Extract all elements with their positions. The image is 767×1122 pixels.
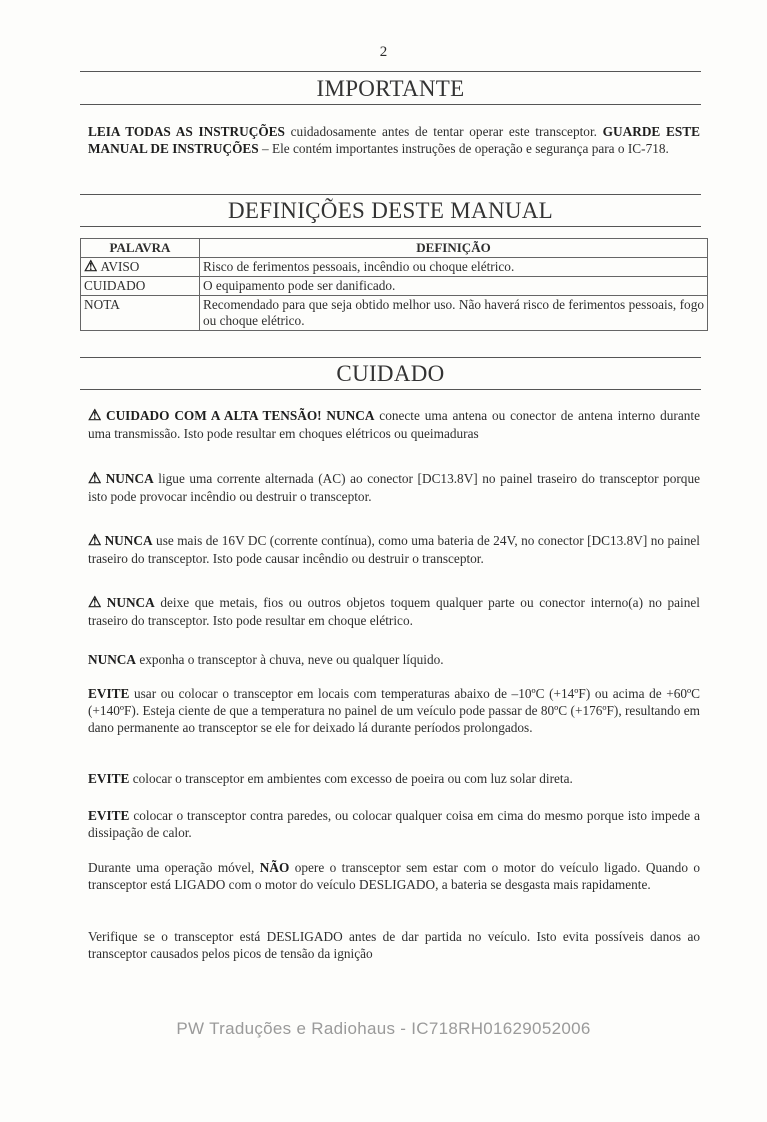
footer-credit: PW Traduções e Radiohaus - IC718RH01629052006 bbox=[176, 1019, 591, 1038]
table-cell-definition: O equipamento pode ser danificado. bbox=[200, 277, 708, 296]
paragraph-text: cuidadosamente antes de tentar operar este transceptor. bbox=[284, 124, 603, 139]
word-label: AVISO bbox=[100, 259, 140, 274]
paragraph-text: opere o transceptor sem estar com o motor do veículo ligado. Quando o transceptor está LIGADO com o motor do veículo DESLIGADO, a bateria se desgasta mais rapidamente. bbox=[88, 860, 700, 892]
bold-lead: NUNCA bbox=[106, 595, 155, 610]
bold-lead: EVITE bbox=[88, 771, 130, 786]
importante-paragraph bbox=[88, 123, 700, 157]
paragraph-text: use mais de 16V DC (corrente contínua), como uma bateria de 24V, no conector [DC13.8V] no painel traseiro do transceptor. Isto pode causar incêndio ou destruir o transceptor. bbox=[88, 533, 700, 566]
bold-lead: GUARDE ESTE MANUAL DE INSTRUÇÕES bbox=[88, 124, 700, 156]
table-cell-definition: Recomendado para que seja obtido melhor uso. Não haverá risco de ferimentos pessoais, fogo ou choque elétrico. bbox=[200, 296, 708, 331]
table-cell-word bbox=[81, 258, 200, 277]
paragraph-text: conecte uma antena ou conector de antena interno durante uma transmissão. Isto pode resultar em choques elétricos ou queimaduras bbox=[88, 408, 700, 441]
warning-triangle-icon: ⚠ bbox=[88, 595, 104, 611]
warning-triangle-icon: ⚠ bbox=[88, 408, 103, 424]
bold-lead: NUNCA bbox=[104, 533, 153, 548]
paragraph-text: – Ele contém importantes instruções de operação e segurança para o IC-718. bbox=[258, 141, 669, 156]
caution-item bbox=[88, 651, 700, 668]
caution-item bbox=[88, 470, 700, 505]
warning-triangle-icon: ⚠ bbox=[88, 533, 102, 549]
page-number: 2 bbox=[379, 44, 388, 60]
rule bbox=[80, 104, 701, 105]
bold-lead: CUIDADO COM A ALTA TENSÃO! NUNCA bbox=[105, 408, 375, 423]
table-header-row bbox=[81, 239, 708, 258]
paragraph-text: colocar o transceptor em ambientes com excesso de poeira ou com luz solar direta. bbox=[129, 771, 573, 786]
paragraph-text: Durante uma operação móvel, bbox=[88, 860, 260, 875]
paragraph-text: ligue uma corrente alternada (AC) ao conector [DC13.8V] no painel traseiro do transceptor porque isto pode provocar incêndio ou destruir o transceptor. bbox=[88, 471, 701, 504]
rule bbox=[80, 389, 701, 390]
rule bbox=[80, 71, 701, 72]
bold-lead: NUNCA bbox=[105, 471, 154, 486]
section-title-cuidado: CUIDADO bbox=[336, 361, 445, 386]
definitions-table bbox=[80, 238, 708, 331]
table-cell-word: CUIDADO bbox=[81, 277, 200, 296]
rule bbox=[80, 194, 701, 195]
table-cell-word: NOTA bbox=[81, 296, 200, 331]
paragraph-text: deixe que metais, fios ou outros objetos toquem qualquer parte ou conector interno(a) no painel traseiro do transceptor. Isto pode resultar em choque elétrico. bbox=[88, 595, 700, 628]
rule bbox=[80, 357, 701, 358]
warning-triangle-icon: ⚠ bbox=[88, 471, 103, 487]
table-cell-definition: Risco de ferimentos pessoais, incêndio ou choque elétrico. bbox=[200, 258, 708, 277]
caution-item bbox=[88, 770, 700, 787]
caution-item bbox=[88, 685, 700, 736]
column-header-word: PALAVRA bbox=[81, 239, 200, 258]
section-title-importante: IMPORTANTE bbox=[316, 76, 465, 101]
bold-lead: LEIA TODAS AS INSTRUÇÕES bbox=[88, 124, 285, 139]
caution-item bbox=[88, 859, 700, 893]
paragraph-text: exponha o transceptor à chuva, neve ou qualquer líquido. bbox=[136, 652, 444, 667]
bold-lead: NUNCA bbox=[88, 652, 137, 667]
bold-lead: EVITE bbox=[88, 686, 130, 701]
section-title-definicoes: DEFINIÇÕES DESTE MANUAL bbox=[227, 198, 554, 223]
warning-triangle-icon: ⚠ bbox=[84, 259, 98, 275]
table-row bbox=[81, 277, 708, 296]
paragraph-text: colocar o transceptor contra paredes, ou colocar qualquer coisa em cima do mesmo porque isto impede a dissipação de calor. bbox=[88, 808, 700, 840]
column-header-definition: DEFINIÇÃO bbox=[200, 239, 708, 258]
table-row bbox=[81, 296, 708, 331]
caution-item bbox=[88, 407, 700, 442]
caution-item bbox=[88, 532, 700, 567]
bold-lead: EVITE bbox=[88, 808, 130, 823]
table-row bbox=[81, 258, 708, 277]
caution-item bbox=[88, 807, 700, 841]
caution-item bbox=[88, 594, 700, 629]
caution-item bbox=[88, 928, 700, 962]
paragraph-text: usar ou colocar o transceptor em locais com temperaturas abaixo de –10ºC (+14ºF) ou acima de +60ºC (+140ºF). Esteja ciente de que a temperatura no painel de um veículo pode passar de 80ºC (+176ºF), resultando em dano permanente ao transceptor se ele for deixado lá durante períodos prolongados. bbox=[88, 686, 700, 735]
bold-lead: NÃO bbox=[259, 860, 290, 875]
paragraph-text: Verifique se o transceptor está DESLIGADO antes de dar partida no veículo. Isto evita possíveis danos ao transceptor causados pelos picos de tensão da ignição bbox=[88, 929, 700, 961]
rule bbox=[80, 226, 701, 227]
